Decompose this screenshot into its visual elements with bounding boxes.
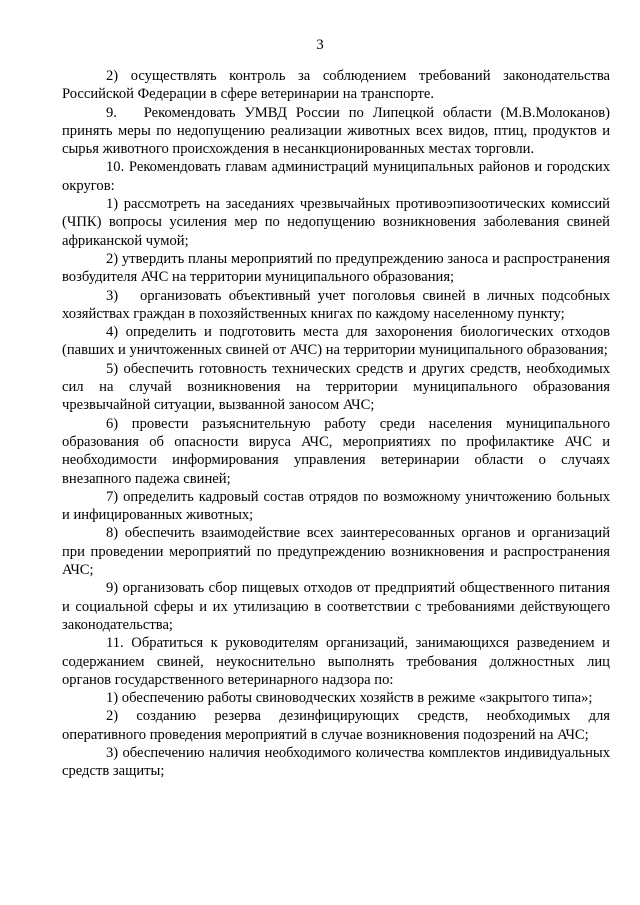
paragraph-11-item-1: 1) обеспечению работы свиноводческих хозяйств в режиме «закрытого типа»;	[106, 690, 593, 707]
paragraph-10-item-3: 3) организовать объективный учет поголовья свиней в личных подсобных хозяйствах граждан в похозяйственных книгах по каждому населенному пункту;	[62, 287, 610, 322]
paragraph-11-organizations: 11. Обратиться к руководителям организаций, занимающихся разведением и содержанием свиней, неукоснительно выполнять требования должностных лиц органов государственного ветеринарного надзора по:	[62, 635, 610, 688]
paragraph-10-municipal-heads: 10. Рекомендовать главам администраций муниципальных районов и городских округов:	[62, 159, 610, 194]
paragraph-10-item-9: 9) организовать сбор пищевых отходов от предприятий общественного питания и социальной сферы и их утилизацию в соответствии с требованиями действующего законодательства;	[62, 580, 610, 633]
paragraph-item-2-transport-control: 2) осуществлять контроль за соблюдением требований законодательства Российской Федерации в сфере ветеринарии на транспорте.	[62, 68, 610, 103]
paragraph-10-item-5: 5) обеспечить готовность технических средств и других средств, необходимых сил на случай возникновения на территории муниципального образования чрезвычайной ситуации, вызванной заносом АЧС;	[62, 360, 610, 414]
paragraph-9-umvd-recommendation: 9. Рекомендовать УМВД России по Липецкой области (М.В.Молоканов) принять меры по недопущению реализации животных всех видов, птиц, продуктов и сырья животного происхождения в несанкционированных местах торговли.	[62, 104, 610, 158]
paragraph-10-item-2: 2) утвердить планы мероприятий по предупреждению заноса и распространения возбудителя АЧС на территории муниципального образования;	[62, 250, 610, 286]
paragraph-11-item-2: 2) созданию резерва дезинфицирующих средств, необходимых для оперативного проведения мероприятий в случае возникновения подозрений на АЧС;	[62, 708, 610, 743]
paragraph-10-item-1: 1) рассмотреть на заседаниях чрезвычайных противоэпизоотических комиссий (ЧПК) вопросы усиления мер по недопущению возникновения заболевания свиней африканской чумой;	[62, 196, 610, 249]
paragraph-10-item-4: 4) определить и подготовить места для захоронения биологических отходов (павших и уничтоженных свиней от АЧС) на территории муниципального образования;	[62, 324, 610, 359]
paragraph-10-item-6: 6) провести разъяснительную работу среди населения муниципального образования об опасности вируса АЧС, мероприятиях по профилактике АЧС и необходимости информирования управления ветеринарии области о случаях внезапного падежа свиней;	[62, 415, 610, 487]
paragraph-10-item-8: 8) обеспечить взаимодействие всех заинтересованных органов и организаций при проведении мероприятий по предупреждению возникновения и распространения АЧС;	[62, 525, 610, 579]
document-body	[62, 67, 610, 781]
paragraph-10-item-7: 7) определить кадровый состав отрядов по возможному уничтожению больных и инфицированных животных;	[62, 488, 610, 524]
paragraph-11-item-3: 3) обеспечению наличия необходимого количества комплектов индивидуальных средств защиты;	[62, 744, 610, 780]
page-number: 3	[316, 37, 324, 53]
